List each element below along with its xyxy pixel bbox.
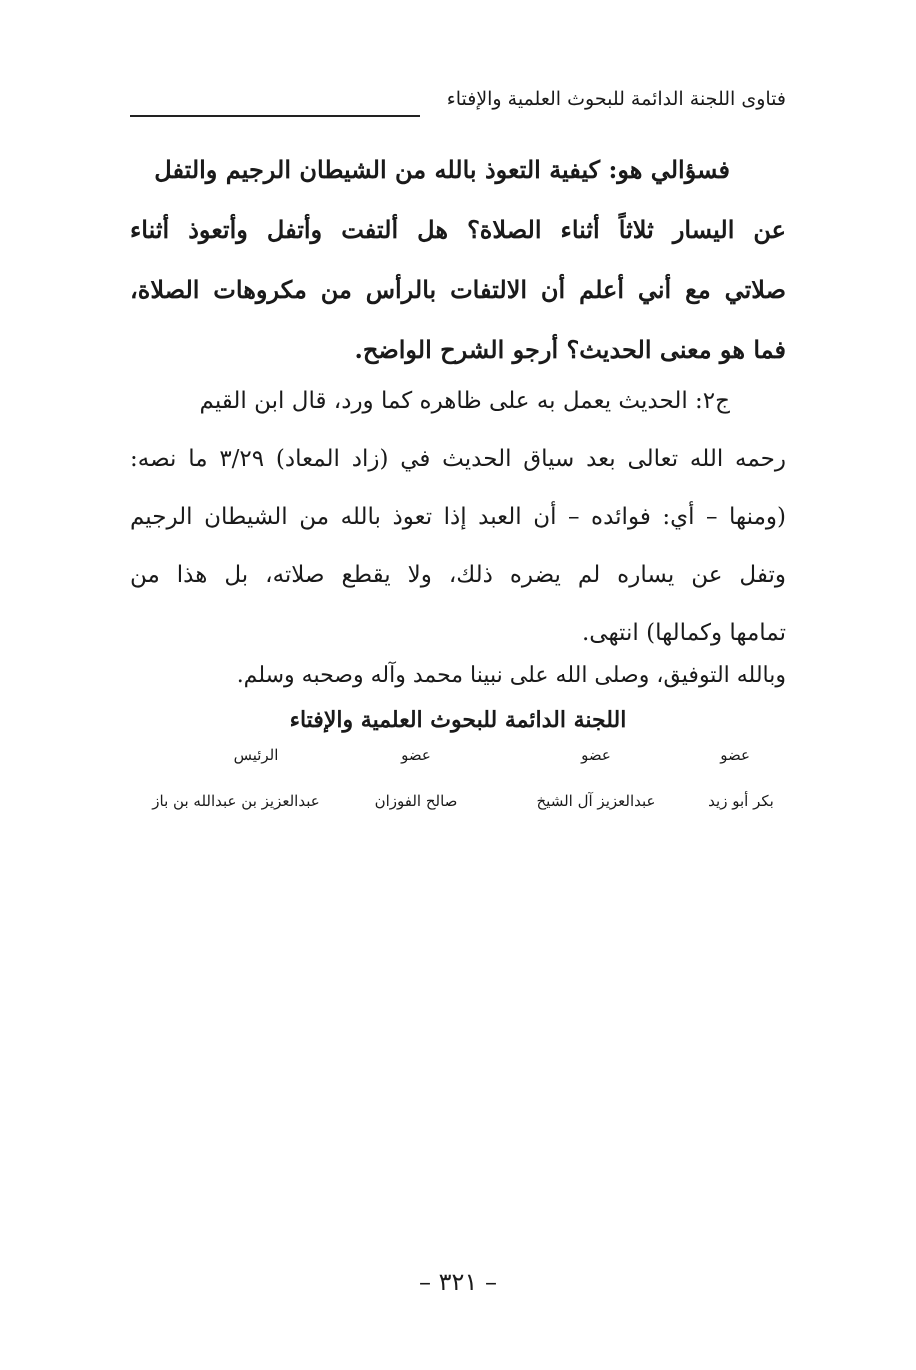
signatory-name: صالح الفوزان <box>374 792 458 810</box>
question-line: فما هو معنى الحديث؟ أرجو الشرح الواضح. <box>354 335 786 364</box>
header-title: فتاوى اللجنة الدائمة للبحوث العلمية والإفتاء <box>446 88 786 110</box>
signatory <box>136 740 336 816</box>
question-paragraph <box>130 140 786 380</box>
signatories <box>130 740 786 830</box>
question-line: عن اليسار ثلاثاً أثناء الصلاة؟ هل ألتفت وأتفل وأتعوذ أثناء <box>130 215 786 244</box>
answer-line: تمامها وكمالها) انتهى. <box>581 620 786 646</box>
answer-paragraph <box>130 372 786 662</box>
running-header <box>130 88 786 128</box>
signatory-name: عبدالعزيز بن عبدالله بن باز <box>152 792 320 810</box>
answer-line: وتفل عن يساره لم يضره ذلك، ولا يقطع صلاته، بل هذا من <box>130 562 786 588</box>
signatory-role: عضو <box>581 746 611 764</box>
signatory <box>516 740 676 816</box>
answer-line: رحمه الله تعالى بعد سياق الحديث في (زاد المعاد) ٣/٢٩ ما نصه: <box>130 446 786 472</box>
signatory-role: عضو <box>720 746 750 764</box>
signatory <box>346 740 486 816</box>
signatory-name: عبدالعزيز آل الشيخ <box>536 792 656 810</box>
page-number: – ٣٢١ – <box>419 1268 497 1296</box>
answer-line: (ومنها – أي: فوائده – أن العبد إذا تعوذ بالله من الشيطان الرجيم <box>130 504 786 530</box>
signatory-role: عضو <box>401 746 431 764</box>
closing-line: وبالله التوفيق، وصلى الله على نبينا محمد وآله وصحبه وسلم. <box>236 663 786 688</box>
signatory-role: الرئيس <box>233 746 279 764</box>
question-line: فسؤالي هو: كيفية التعوذ بالله من الشيطان الرجيم والتفل <box>154 155 730 184</box>
signatory <box>696 740 786 816</box>
committee-name: اللجنة الدائمة للبحوث العلمية والإفتاء <box>289 707 627 733</box>
question-line: صلاتي مع أني أعلم أن الالتفات بالرأس من مكروهات الصلاة، <box>130 275 786 304</box>
answer-line: ج٢: الحديث يعمل به على ظاهره كما ورد، قال ابن القيم <box>199 388 730 414</box>
header-rule <box>130 115 420 117</box>
signatory-name: بكر أبو زيد <box>708 792 774 810</box>
